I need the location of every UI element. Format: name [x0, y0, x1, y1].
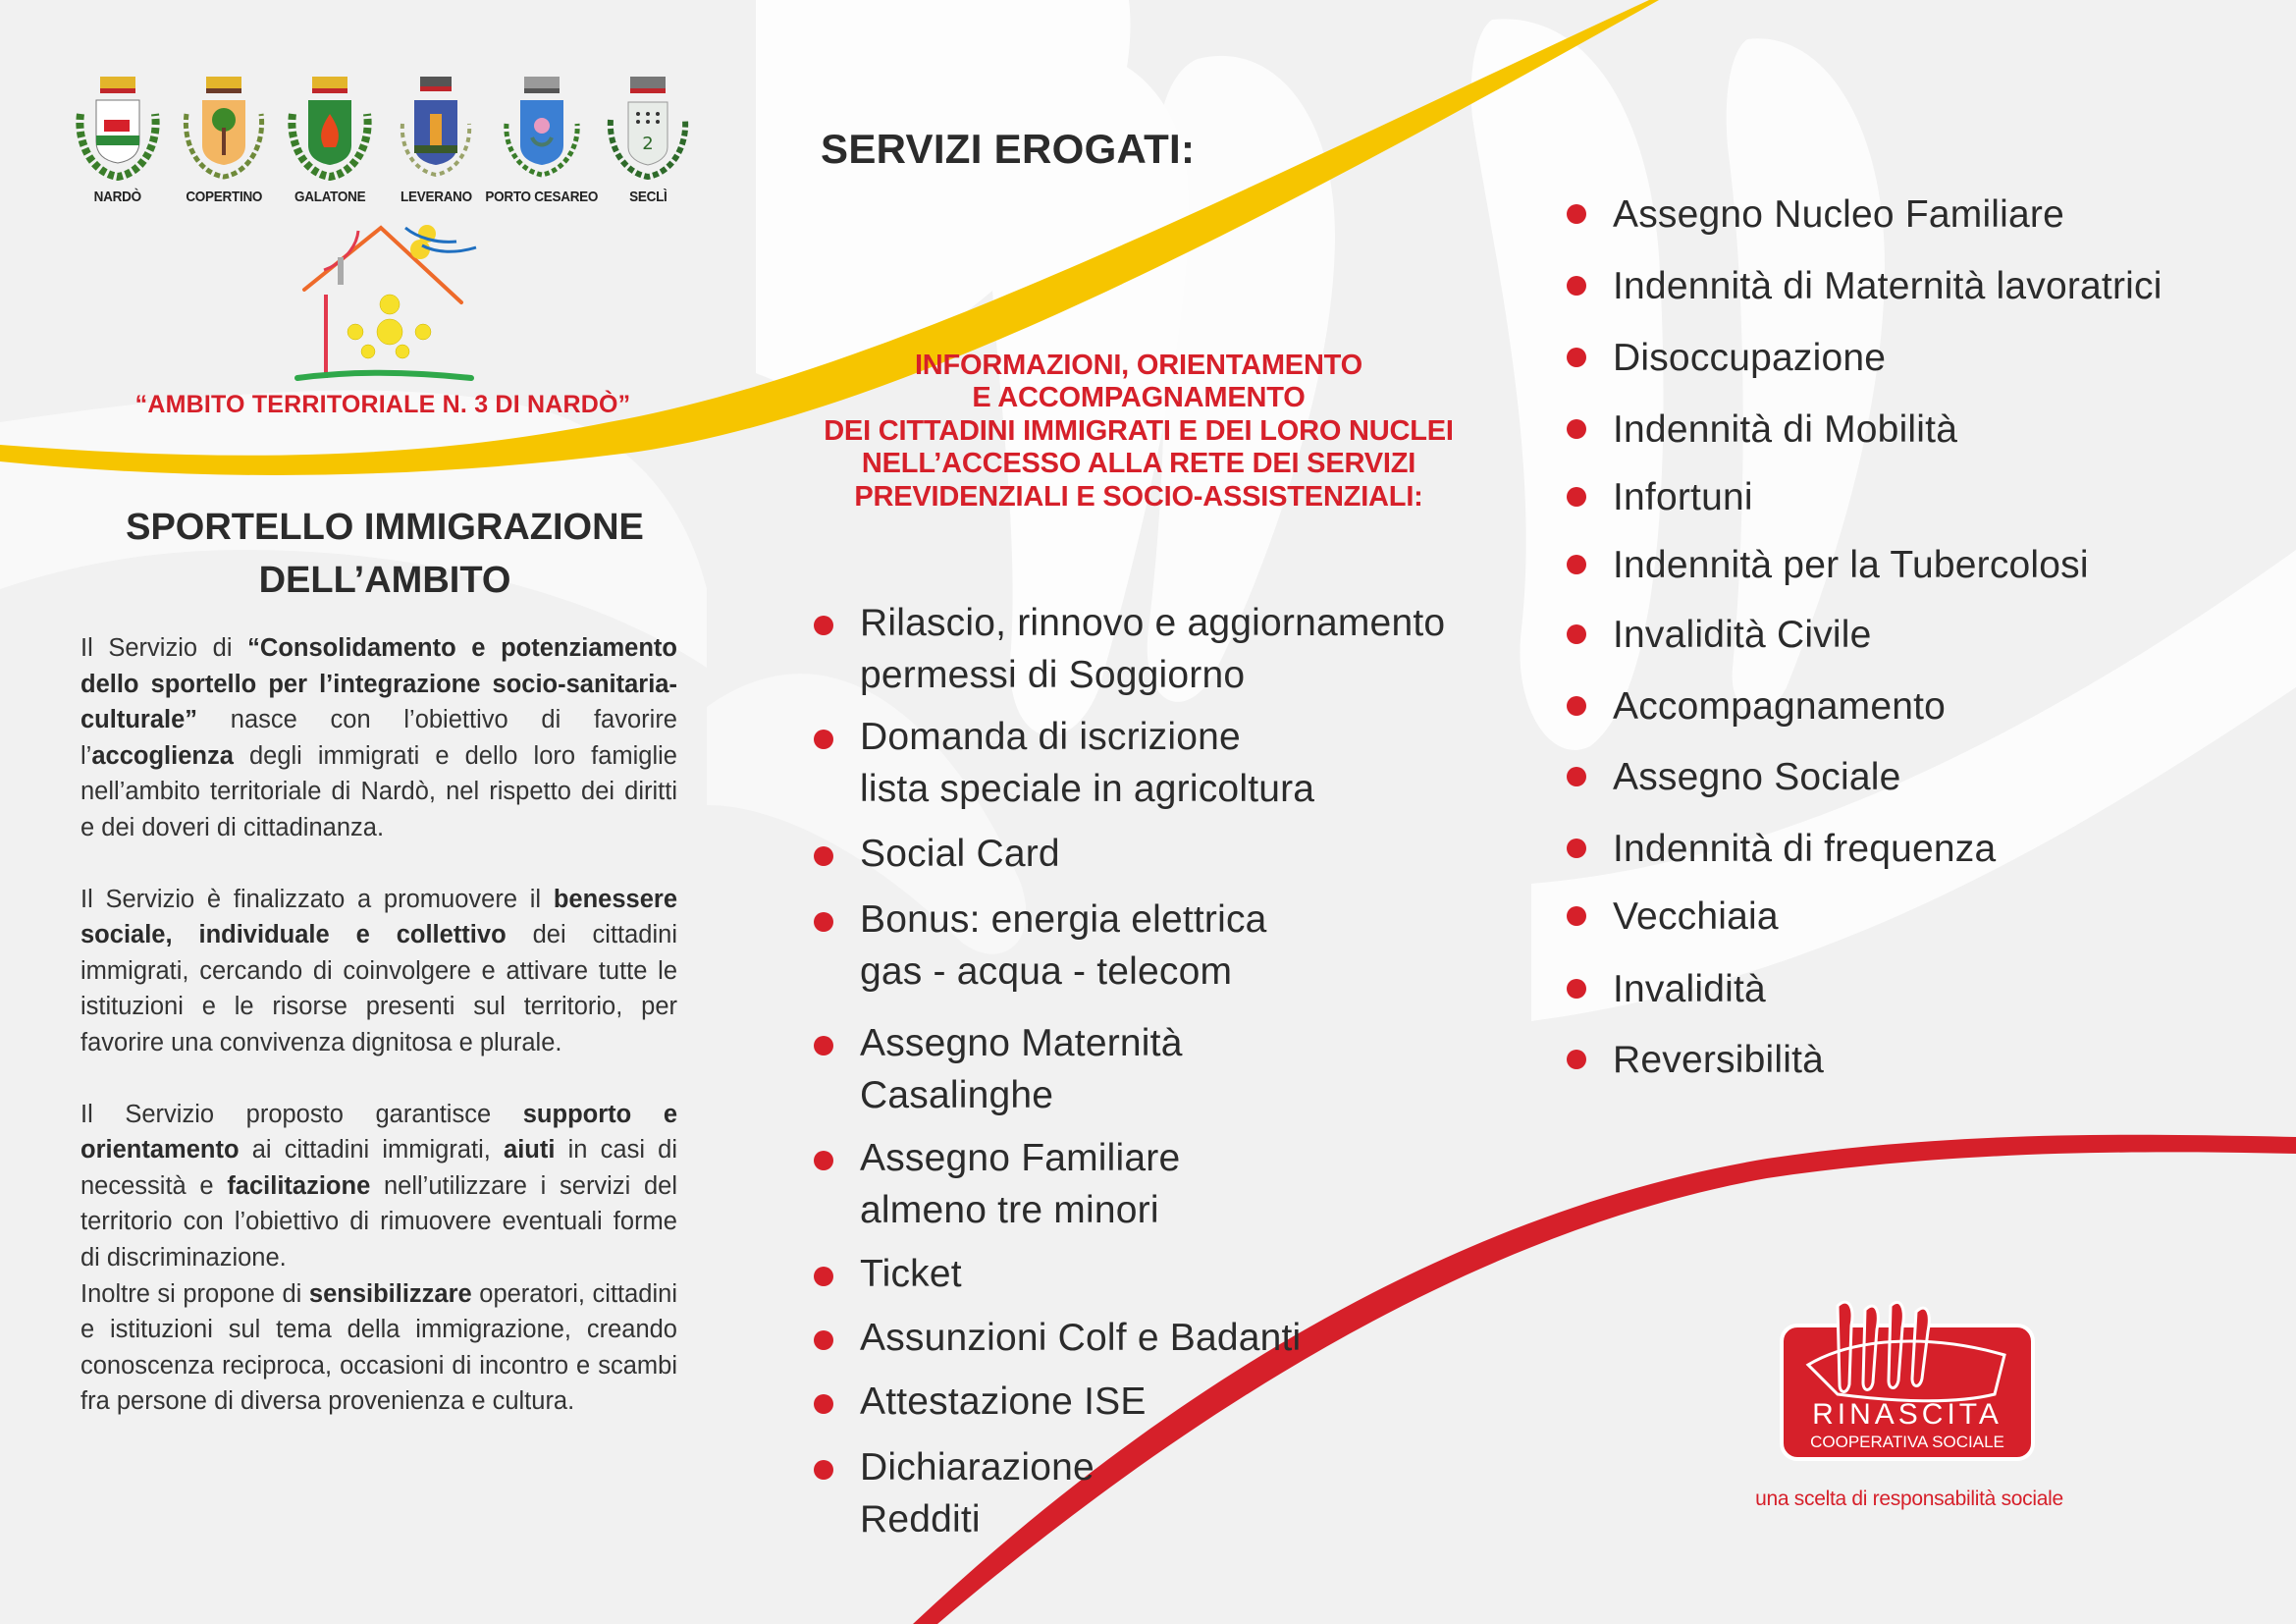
service-item-label: permessi di Soggiorno: [860, 654, 1246, 696]
bullet-icon: [1567, 204, 1586, 224]
sportello-title-line2: DELL’AMBITO: [258, 560, 511, 601]
service-item-label: Assegno Familiare: [860, 1137, 1181, 1179]
crest-label: NARDÒ: [93, 189, 142, 205]
paragraph-1: [80, 630, 677, 846]
service-item: [1613, 260, 2163, 312]
service-item-label: Accompagnamento: [1613, 685, 1947, 728]
crest-label: LEVERANO: [400, 189, 472, 205]
crest-porto-cesareo: [485, 75, 599, 212]
service-item-label: Redditi: [860, 1498, 981, 1541]
service-item-label: Assegno Maternità: [860, 1022, 1183, 1064]
services-title: SERVIZI EROGATI:: [821, 126, 1196, 172]
ambito-title: “AMBITO TERRITORIALE N. 3 DI NARDÒ”: [134, 391, 631, 418]
service-item: [860, 1376, 1147, 1428]
bullet-icon: [1567, 906, 1586, 926]
service-item: [860, 1312, 1301, 1364]
service-item-label: Domanda di iscrizione: [860, 716, 1241, 758]
service-item: [1613, 471, 1753, 523]
bullet-icon: [814, 1267, 833, 1286]
service-item-label: Assegno Nucleo Familiare: [1613, 193, 2065, 236]
service-item: [860, 1017, 1183, 1121]
crest-nardo: [69, 75, 167, 212]
service-item: [1613, 189, 2064, 241]
rinascita-tagline: una scelta di responsabilità sociale: [1755, 1488, 2063, 1510]
bullet-icon: [1567, 839, 1586, 858]
text: Il Servizio proposto garantisce: [80, 1100, 523, 1128]
crest-copertino: [175, 75, 273, 212]
crest-label: PORTO CESAREO: [485, 189, 599, 205]
service-item-label: Casalinghe: [860, 1074, 1054, 1116]
crest-label: SECLÌ: [628, 189, 667, 205]
info-heading-line: PREVIDENZIALI E SOCIO-ASSISTENZIALI:: [854, 480, 1423, 513]
service-item: [860, 1248, 962, 1300]
service-item: [1613, 680, 1946, 732]
service-item: [860, 1441, 1095, 1545]
sportello-title-line1: SPORTELLO IMMIGRAZIONE: [126, 507, 644, 548]
bullet-icon: [1567, 348, 1586, 367]
rinascita-name: RINASCITA: [1812, 1398, 2002, 1431]
text: nasce con l’obiettivo di favorire l’: [80, 706, 677, 770]
crest-galatone: [281, 75, 379, 212]
service-item-label: Disoccupazione: [1613, 337, 1887, 379]
service-item-label: Invalidità Civile: [1613, 614, 1872, 656]
service-item-label: lista speciale in agricoltura: [860, 768, 1315, 810]
coat-of-arms-icon: [497, 75, 587, 183]
service-item-label: Ticket: [860, 1253, 962, 1295]
service-item-label: Bonus: energia elettrica: [860, 898, 1267, 941]
text: Il Servizio è finalizzato a promuovere il: [80, 885, 554, 913]
service-item-label: Vecchiaia: [1613, 895, 1779, 938]
crest-label: GALATONE: [294, 189, 366, 205]
bold-text: “Consolidamento e potenziamento dello sportello per l’integrazione socio-sanitaria-culturale”: [80, 634, 677, 734]
service-item-label: Rilascio, rinnovo e aggiornamento: [860, 602, 1446, 644]
bullet-icon: [814, 1036, 833, 1056]
bullet-icon: [814, 912, 833, 932]
crest-label: COPERTINO: [186, 189, 262, 205]
bullet-icon: [814, 846, 833, 866]
text: Il Servizio di: [80, 634, 248, 662]
service-item: [860, 893, 1267, 998]
municipality-crests: [69, 75, 697, 212]
info-heading-line: DEI CITTADINI IMMIGRATI E DEI LORO NUCLEI: [824, 414, 1454, 447]
sportello-description: [80, 630, 677, 1420]
service-item: [1613, 963, 1766, 1015]
service-item-label: almeno tre minori: [860, 1189, 1159, 1231]
bullet-icon: [1567, 979, 1586, 999]
crest-secli: [599, 75, 697, 212]
service-item-label: Indennità di frequenza: [1613, 828, 1997, 870]
service-item: [1613, 539, 2089, 591]
text: Inoltre si propone di: [80, 1279, 309, 1308]
service-item: [1613, 891, 1779, 943]
bullet-icon: [814, 1151, 833, 1170]
bullet-icon: [1567, 1050, 1586, 1069]
text: ai cittadini immigrati,: [239, 1136, 505, 1164]
text: operatori, cittadini e istituzioni sul tema della immigrazione, creando conoscenza reciproca, occasioni di incontro e scambi fra persone di diversa provenienza e cultura.: [80, 1279, 677, 1416]
text: nell’utilizzare i servizi del territorio con l’obiettivo di rimuovere eventuali forme di discriminazione.: [80, 1171, 677, 1272]
ambito-house-logo: [280, 216, 496, 388]
bullet-icon: [814, 1330, 833, 1350]
bullet-icon: [814, 1394, 833, 1414]
coat-of-arms-icon: [73, 75, 163, 183]
coat-of-arms-icon: [603, 75, 693, 183]
service-item: [860, 711, 1314, 815]
service-item: [1613, 751, 1901, 803]
text: in casi di necessità e: [80, 1136, 678, 1200]
service-item-label: Reversibilità: [1613, 1039, 1825, 1081]
service-item-label: gas - acqua - telecom: [860, 950, 1233, 993]
service-item-label: Indennità di Maternità lavoratrici: [1613, 265, 2163, 307]
paragraph-3: [80, 1097, 677, 1276]
bold-text: sensibilizzare: [308, 1279, 472, 1308]
service-item-label: Attestazione ISE: [860, 1380, 1147, 1423]
info-heading-line: INFORMAZIONI, ORIENTAMENTO: [914, 350, 1363, 381]
service-item-label: Assegno Sociale: [1613, 756, 1901, 798]
coat-of-arms-icon: [391, 75, 481, 183]
bold-text: facilitazione: [227, 1171, 371, 1200]
service-item: [1613, 404, 1957, 456]
bold-text: accoglienza: [91, 741, 234, 770]
text: degli immigrati e dello loro famiglie nell’ambito territoriale di Nardò, nel rispetto dei diritti e dei doveri di cittadinanza.: [80, 741, 677, 841]
bullet-icon: [1567, 419, 1586, 439]
service-item-label: Social Card: [860, 833, 1060, 875]
service-item-label: Dichiarazione: [860, 1446, 1095, 1489]
service-item-label: Indennità per la Tubercolosi: [1613, 544, 2089, 586]
bold-text: aiuti: [504, 1136, 556, 1164]
crest-leverano: [387, 75, 485, 212]
bullet-icon: [1567, 767, 1586, 786]
coat-of-arms-icon: [285, 75, 375, 183]
info-heading-line: NELL’ACCESSO ALLA RETE DEI SERVIZI: [861, 448, 1416, 480]
service-item: [1613, 1034, 1824, 1086]
text: dei cittadini immigrati, cercando di coinvolgere e attivare tutte le istituzioni e le risorse presenti sul territorio, per favorire una convivenza dignitosa e plurale.: [80, 921, 677, 1056]
rinascita-logo: [1779, 1296, 2036, 1463]
bullet-icon: [1567, 276, 1586, 296]
paragraph-4: [80, 1276, 677, 1420]
service-item-label: Invalidità: [1613, 968, 1766, 1010]
bullet-icon: [814, 616, 833, 635]
bold-text: supporto e orientamento: [80, 1100, 677, 1164]
service-item: [860, 1132, 1180, 1236]
bullet-icon: [814, 730, 833, 749]
service-item-label: Assunzioni Colf e Badanti: [860, 1317, 1302, 1359]
service-item-label: Indennità di Mobilità: [1613, 408, 1958, 451]
service-item: [1613, 823, 1996, 875]
svg-text:2: 2: [642, 134, 654, 154]
bullet-icon: [1567, 487, 1586, 507]
service-item: [1613, 332, 1886, 384]
bullet-icon: [1567, 555, 1586, 574]
bullet-icon: [814, 1460, 833, 1480]
bullet-icon: [1567, 696, 1586, 716]
info-heading-line: E ACCOMPAGNAMENTO: [972, 382, 1306, 414]
paragraph-2: [80, 882, 677, 1061]
rinascita-subtitle: COOPERATIVA SOCIALE: [1810, 1433, 2004, 1451]
coat-of-arms-icon: [179, 75, 269, 183]
service-item: [860, 597, 1445, 701]
service-item: [1613, 609, 1872, 661]
bullet-icon: [1567, 624, 1586, 644]
service-item-label: Infortuni: [1613, 476, 1753, 518]
service-item: [860, 828, 1060, 880]
info-heading: [795, 350, 1482, 514]
bold-text: benessere sociale, individuale e collettivo: [80, 885, 677, 949]
sportello-title: [80, 501, 689, 607]
